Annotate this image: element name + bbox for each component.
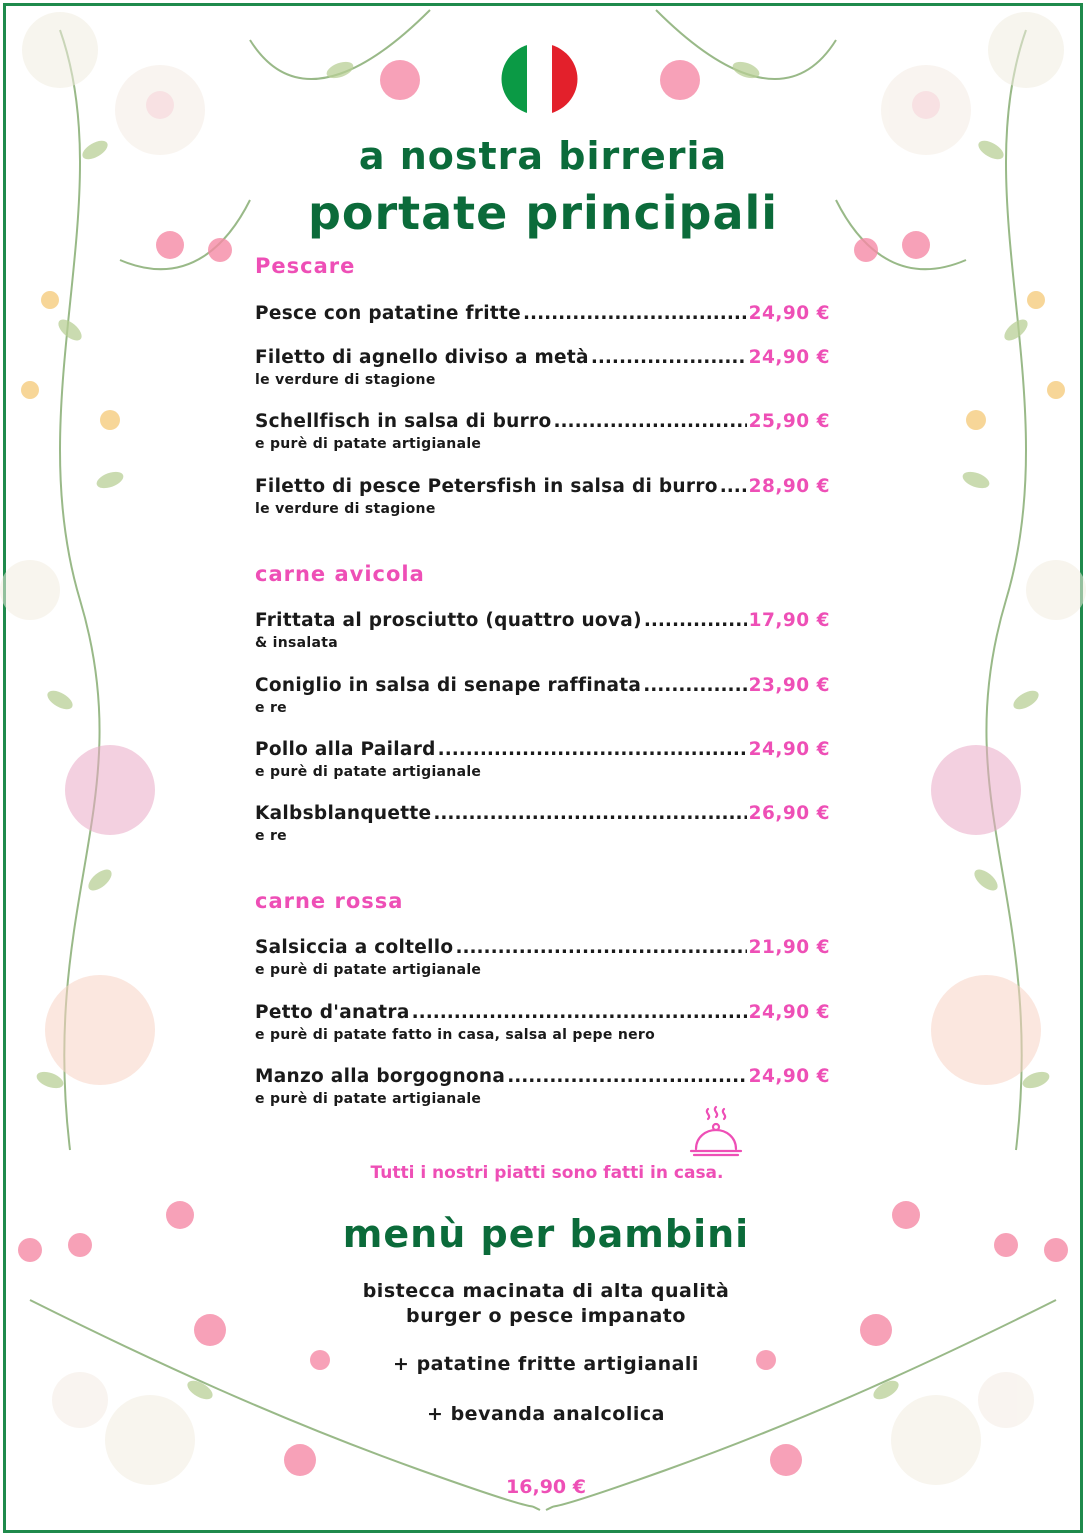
- menu-item: [255, 1002, 830, 1043]
- leader-dots: [433, 803, 746, 824]
- item-note: e purè di patate artigianale: [255, 962, 482, 978]
- item-note: e purè di patate artigianale: [255, 436, 482, 452]
- leader-dots: [455, 937, 746, 958]
- item-name: Pesce con patatine fritte: [255, 303, 522, 324]
- leader-dots: [644, 610, 747, 631]
- item-name: Filetto di agnello diviso a metà: [255, 347, 589, 368]
- kids-menu-line: burger o pesce impanato: [406, 1305, 686, 1327]
- item-name: Salsiccia a coltello: [255, 937, 454, 958]
- item-note: le verdure di stagione: [255, 501, 436, 517]
- item-price: 17,90 €: [748, 610, 830, 631]
- item-note: e purè di patate fatto in casa, salsa al pepe nero: [255, 1027, 656, 1043]
- leader-dots: [720, 476, 747, 497]
- kids-menu-title: menù per bambini: [342, 1212, 750, 1256]
- menu-item: [255, 1066, 830, 1107]
- menu-item: [255, 675, 830, 716]
- item-price: 24,90 €: [748, 303, 830, 324]
- menu-item: [255, 803, 830, 844]
- kids-menu-line: + bevanda analcolica: [427, 1403, 665, 1425]
- leader-dots: [523, 303, 747, 324]
- section-title-carne-rossa: carne rossa: [255, 889, 404, 913]
- leader-dots: [438, 739, 747, 760]
- restaurant-name: a nostra birreria: [358, 134, 728, 178]
- menu-item: [255, 739, 830, 780]
- leader-dots: [643, 675, 746, 696]
- menu-item: [255, 476, 830, 517]
- section-title-pescare: Pescare: [255, 254, 356, 278]
- item-name: Manzo alla borgognona: [255, 1066, 506, 1087]
- item-price: 25,90 €: [748, 411, 830, 432]
- kids-menu-line: bistecca macinata di alta qualità: [362, 1280, 730, 1302]
- item-note: e purè di patate artigianale: [255, 1091, 482, 1107]
- homemade-note: Tutti i nostri piatti sono fatti in casa.: [370, 1163, 724, 1183]
- leader-dots: [591, 347, 747, 368]
- item-name: Filetto di pesce Petersfish in salsa di burro: [255, 476, 718, 497]
- menu-item: [255, 347, 830, 388]
- item-price: 24,90 €: [748, 1066, 830, 1087]
- page-title: portate principali: [307, 186, 779, 240]
- leader-dots: [412, 1002, 747, 1023]
- item-name: Schellfisch in salsa di burro: [255, 411, 552, 432]
- item-price: 24,90 €: [748, 1002, 830, 1023]
- italian-flag-icon: [501, 43, 578, 115]
- item-name: Kalbsblanquette: [255, 803, 432, 824]
- item-note: le verdure di stagione: [255, 372, 436, 388]
- menu-item: [255, 411, 830, 452]
- item-name: Coniglio in salsa di senape raffinata: [255, 675, 642, 696]
- leader-dots: [554, 411, 747, 432]
- item-price: 28,90 €: [748, 476, 830, 497]
- menu-item: [255, 303, 830, 324]
- item-name: Frittata al prosciutto (quattro uova): [255, 610, 642, 631]
- item-note: e purè di patate artigianale: [255, 764, 482, 780]
- item-name: Petto d'anatra: [255, 1002, 410, 1023]
- section-title-carne-avicola: carne avicola: [255, 562, 425, 586]
- item-price: 21,90 €: [748, 937, 830, 958]
- item-price: 23,90 €: [748, 675, 830, 696]
- item-price: 24,90 €: [748, 739, 830, 760]
- item-note: & insalata: [255, 635, 339, 651]
- menu-item: [255, 937, 830, 978]
- kids-menu-price: 16,90 €: [506, 1476, 586, 1498]
- item-price: 26,90 €: [748, 803, 830, 824]
- kids-menu-line: + patatine fritte artigianali: [393, 1353, 699, 1375]
- item-price: 24,90 €: [748, 347, 830, 368]
- leader-dots: [507, 1066, 746, 1087]
- serving-cloche-icon: [686, 1105, 746, 1165]
- item-note: e re: [255, 700, 287, 716]
- item-note: e re: [255, 828, 287, 844]
- item-name: Pollo alla Pailard: [255, 739, 436, 760]
- menu-item: [255, 610, 830, 651]
